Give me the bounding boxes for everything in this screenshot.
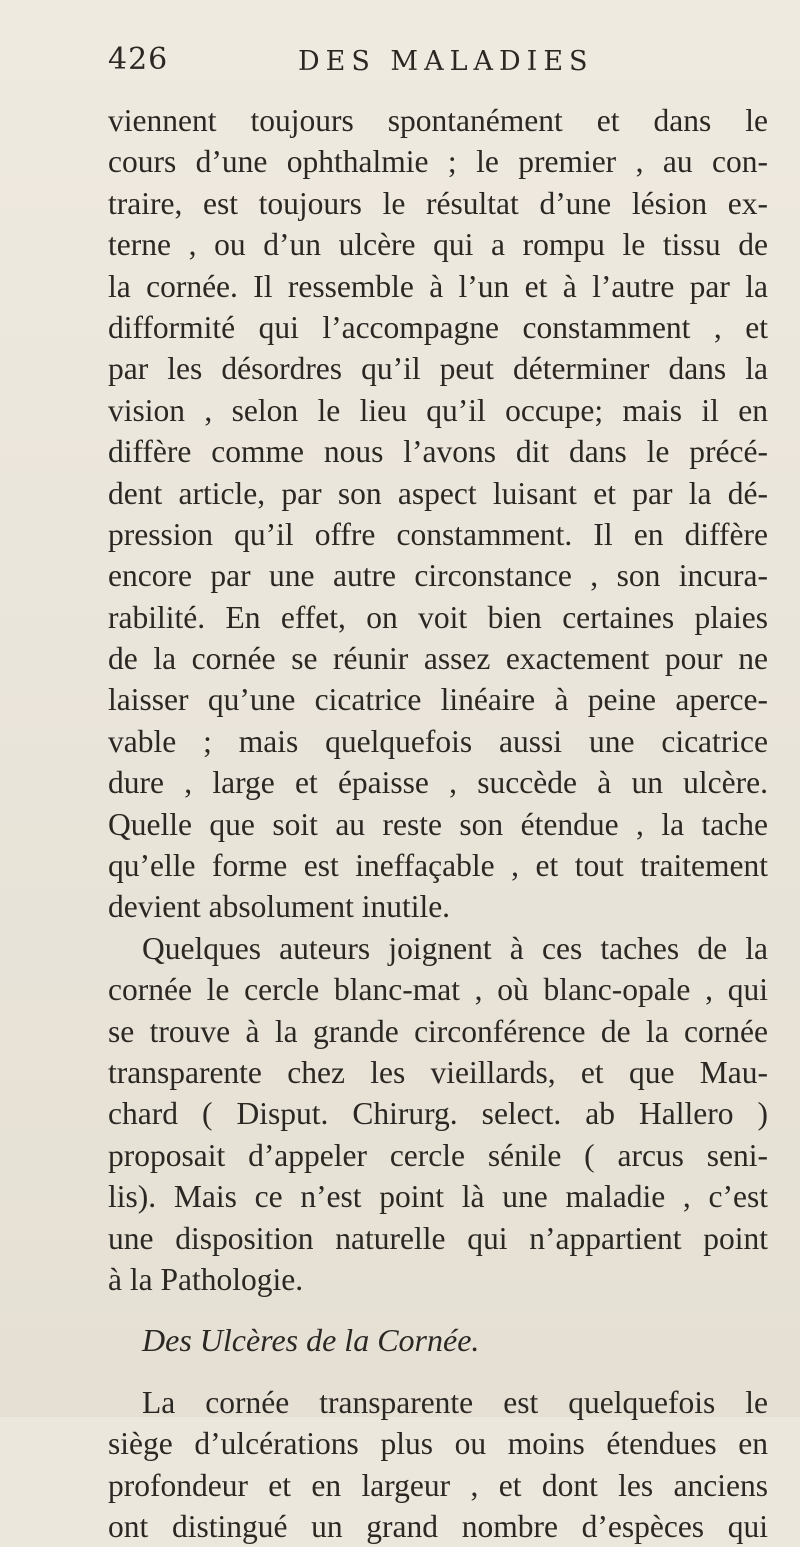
text-line: La cornée transparente est quelquefois le [142,1384,768,1420]
text-line: qu’elle forme est ineffaçable , et tout traitement [108,848,768,884]
page-header [108,42,760,82]
text-line: cornée le cercle blanc-mat , où blanc-opale , qui [108,972,768,1008]
text-line: la cornée. Il ressemble à l’un et à l’autre par la [108,268,768,304]
text-line: rabilité. En effet, on voit bien certaines plaies [108,599,768,635]
text-line: dure , large et épaisse , succède à un ulcère. [108,765,768,801]
text-line: dent article, par son aspect luisant et par la dé- [108,475,768,511]
text-line: se trouve à la grande circonférence de la cornée [108,1013,768,1049]
text-line: Quelques auteurs joignent à ces taches de la [142,930,768,966]
text-line: de la cornée se réunir assez exactement pour ne [108,641,768,677]
page-number: 426 [108,42,169,77]
text-line: traire, est toujours le résultat d’une lésion ex- [108,185,768,221]
text-line: devient absolument inutile. [108,889,451,925]
text-line: une disposition naturelle qui n’appartient point [108,1220,768,1256]
text-line: profondeur et en largeur , et dont les anciens [108,1467,768,1503]
running-head: DES MALADIES [298,46,594,77]
text-line: viennent toujours spontanément et dans le [108,103,768,138]
text-line: vable ; mais quelquefois aussi une cicatrice [108,723,768,759]
text-line: siège d’ulcérations plus ou moins étendues en [108,1426,768,1462]
text-line: lis). Mais ce n’est point là une maladie , c’est [108,1179,768,1215]
section-heading: Des Ulcères de la Cornée. [142,1322,480,1359]
text-line: vision , selon le lieu qu’il occupe; mais il en [108,392,768,428]
text-line: encore par une autre circonstance , son incura- [108,558,768,594]
text-line: Quelle que soit au reste son étendue , la tache [108,806,768,842]
text-line: difformité qui l’accompagne constamment , et [108,309,768,345]
text-line: terne , ou d’un ulcère qui a rompu le tissu de [108,227,768,263]
text-line: diffère comme nous l’avons dit dans le précé- [108,434,768,470]
body-text [108,100,768,1547]
text-line: ont distingué un grand nombre d’espèces qui [108,1508,768,1544]
text-line: à la Pathologie. [108,1261,304,1297]
text-line: transparente chez les vieillards, et que Mau- [108,1054,768,1090]
text-line: chard ( Disput. Chirurg. select. ab Hallero ) [108,1096,768,1132]
text-line: laisser qu’une cicatrice linéaire à peine aperce- [108,682,768,718]
section-spacer [108,1362,768,1382]
section-spacer [108,1300,768,1320]
text-line: pression qu’il offre constamment. Il en diffère [108,516,768,552]
text-line: cours d’une ophthalmie ; le premier , au con- [108,144,768,180]
text-line: par les désordres qu’il peut déterminer dans la [108,351,768,387]
text-line: proposait d’appeler cercle sénile ( arcus seni- [108,1137,768,1173]
